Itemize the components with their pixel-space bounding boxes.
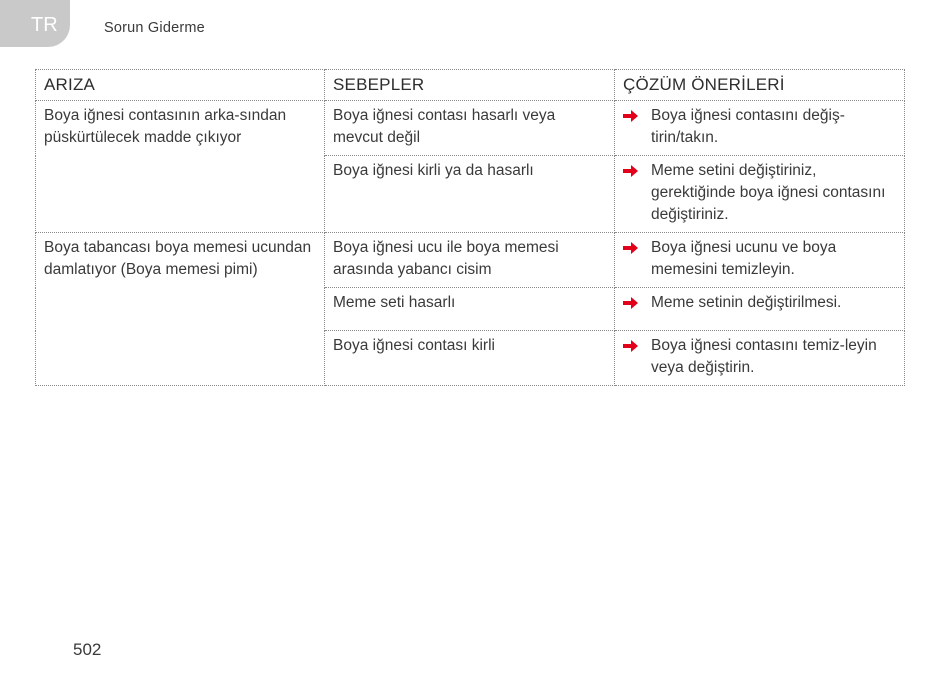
arrow-right-icon: [623, 237, 638, 259]
solution-cell: [615, 331, 905, 386]
table-header-row: [36, 70, 905, 101]
table-row: [36, 101, 905, 156]
column-header-cause: SEBEPLER: [325, 70, 615, 101]
arrow-right-icon: [623, 160, 638, 182]
cause-cell: Boya iğnesi kirli ya da hasarlı: [325, 156, 615, 233]
language-tab-label: TR: [31, 14, 58, 36]
solution-cell: [615, 288, 905, 331]
arrow-right-icon: [623, 105, 638, 127]
solution-text: Boya iğnesi ucunu ve boya memesini temizleyin.: [651, 239, 837, 278]
cause-cell: Meme seti hasarlı: [325, 288, 615, 331]
column-header-fault: ARIZA: [36, 70, 325, 101]
language-tab: [0, 0, 70, 47]
solution-cell: [615, 156, 905, 233]
troubleshooting-table: [35, 69, 905, 386]
cause-cell: Boya iğnesi contası hasarlı veya mevcut değil: [325, 101, 615, 156]
fault-cell: Boya tabancası boya memesi ucundan damlatıyor (Boya memesi pimi): [36, 233, 325, 386]
solution-cell: [615, 233, 905, 288]
solution-text: Meme setini değiştiriniz, gerektiğinde boya iğnesi contasını değiştiriniz.: [651, 162, 886, 223]
column-header-solution: ÇÖZÜM ÖNERİLERİ: [615, 70, 905, 101]
solution-cell: [615, 101, 905, 156]
arrow-right-icon: [623, 292, 638, 314]
cause-cell: Boya iğnesi contası kirli: [325, 331, 615, 386]
section-title: Sorun Giderme: [104, 20, 205, 36]
table-row: [36, 233, 905, 288]
fault-cell: Boya iğnesi contasının arka-sından püskürtülecek madde çıkıyor: [36, 101, 325, 233]
solution-text: Boya iğnesi contasını temiz-leyin veya değiştirin.: [651, 337, 877, 376]
solution-text: Boya iğnesi contasını değiş-tirin/takın.: [651, 107, 845, 146]
solution-text: Meme setinin değiştirilmesi.: [651, 294, 842, 311]
arrow-right-icon: [623, 335, 638, 357]
cause-cell: Boya iğnesi ucu ile boya memesi arasında yabancı cisim: [325, 233, 615, 288]
page-number: 502: [73, 640, 102, 659]
